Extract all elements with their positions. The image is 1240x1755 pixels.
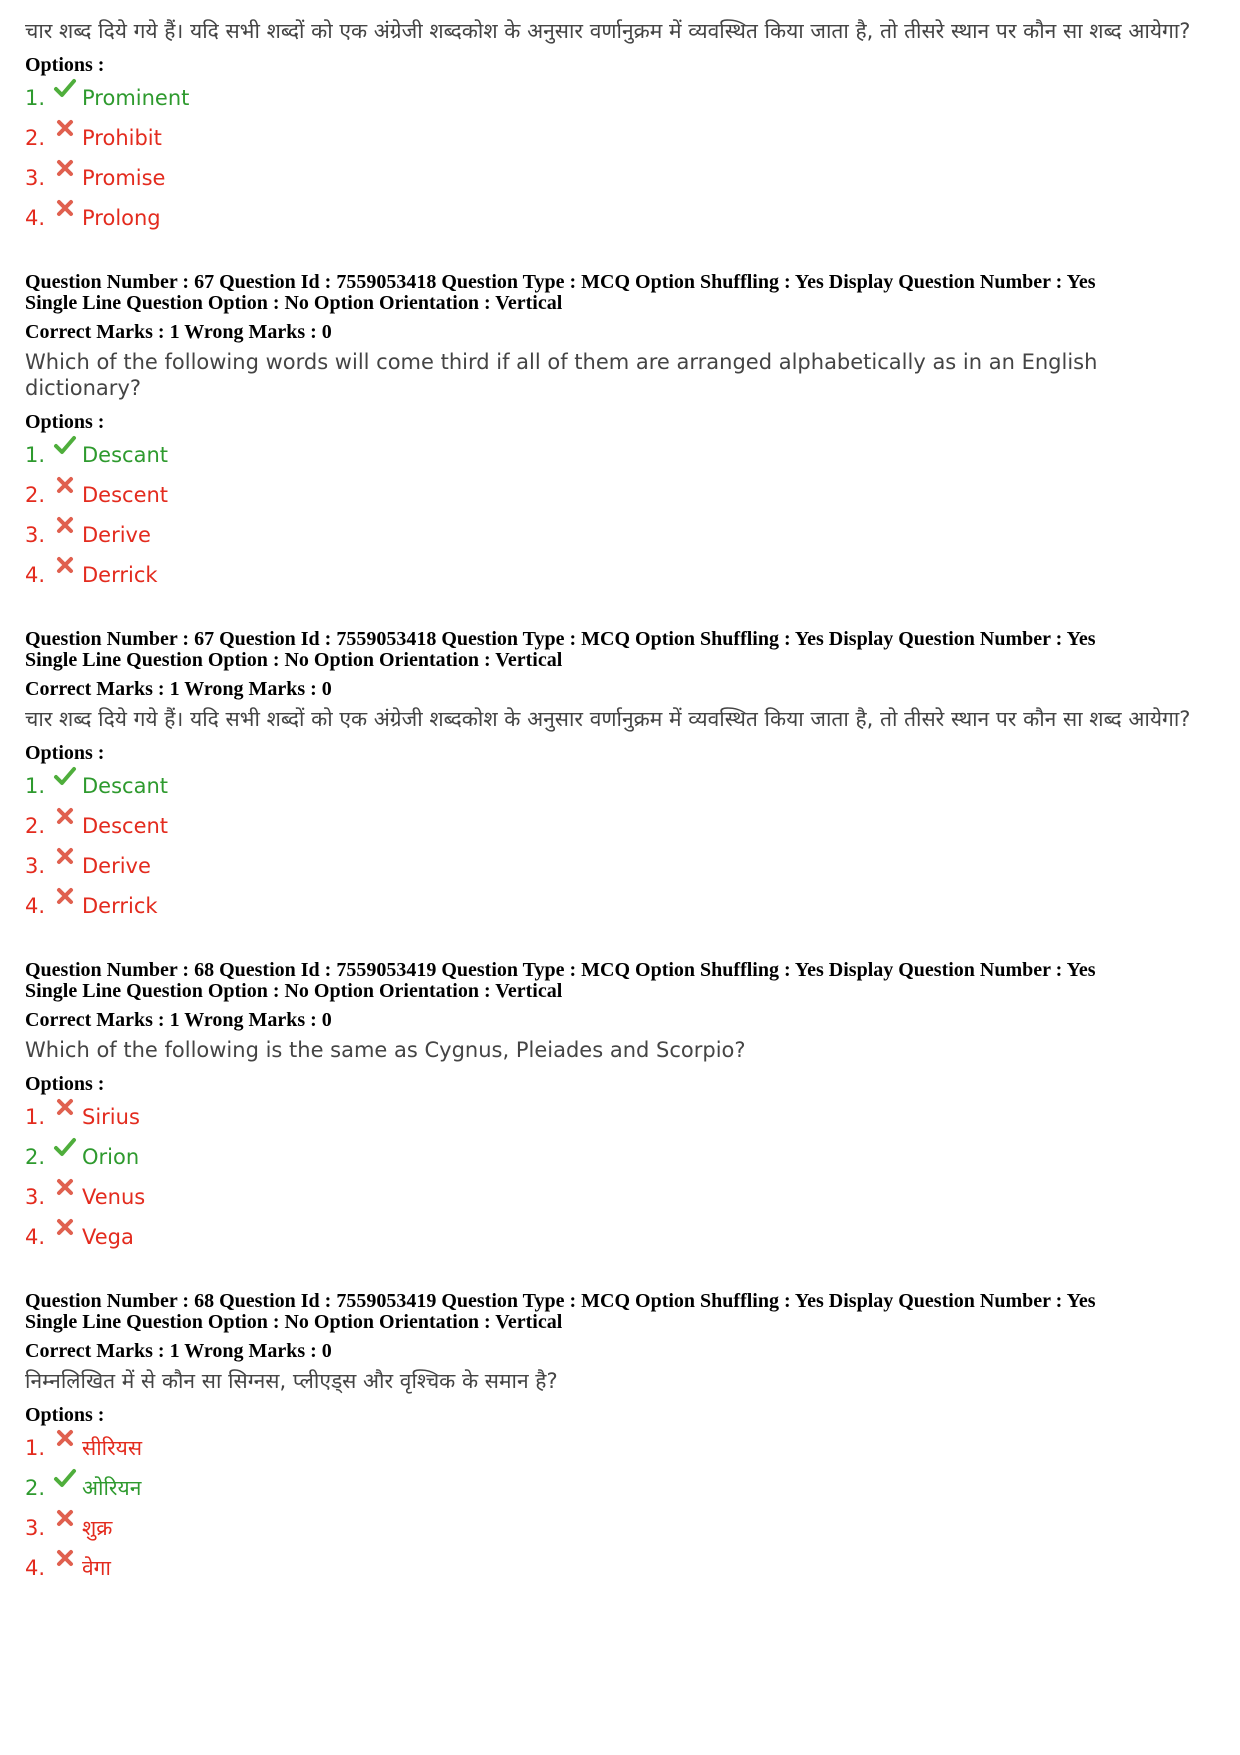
option-item bbox=[25, 1552, 1215, 1592]
cross-icon bbox=[53, 1426, 77, 1450]
option-text: Descent bbox=[82, 483, 169, 507]
option-number: 1. bbox=[25, 443, 46, 467]
option-number: 1. bbox=[25, 86, 46, 110]
option-text: ओरियन bbox=[82, 1476, 142, 1500]
option-text: Vega bbox=[82, 1225, 134, 1249]
marks-info: Correct Marks : 1 Wrong Marks : 0 bbox=[25, 1340, 332, 1362]
option-item bbox=[25, 1432, 1215, 1472]
options-label: Options : bbox=[25, 742, 105, 764]
cross-icon bbox=[53, 1175, 77, 1199]
option-text: Venus bbox=[82, 1185, 146, 1209]
option-text: सीरियस bbox=[82, 1436, 143, 1460]
question-block bbox=[25, 272, 1215, 599]
question-block bbox=[25, 629, 1215, 930]
question-text: चार शब्द दिये गये हैं। यदि सभी शब्दों को एक अंग्रेजी शब्दकोश के अनुसार वर्णानुक्रम में व्यवस्थित किया जाता है, तो तीसरे स्थान पर कौन सा शब्द आयेगा? bbox=[25, 19, 1191, 43]
cross-icon bbox=[53, 553, 77, 577]
question-text: चार शब्द दिये गये हैं। यदि सभी शब्दों को एक अंग्रेजी शब्दकोश के अनुसार वर्णानुक्रम में व्यवस्थित किया जाता है, तो तीसरे स्थान पर कौन सा शब्द आयेगा? bbox=[25, 707, 1191, 731]
option-item bbox=[25, 1512, 1215, 1552]
option-number: 2. bbox=[25, 483, 46, 507]
cross-icon bbox=[53, 884, 77, 908]
cross-icon bbox=[53, 804, 77, 828]
option-text: Descant bbox=[82, 443, 168, 467]
options-label: Options : bbox=[25, 1073, 105, 1095]
question-block bbox=[25, 960, 1215, 1261]
option-number: 4. bbox=[25, 894, 46, 918]
option-number: 3. bbox=[25, 166, 46, 190]
cross-icon bbox=[53, 1095, 77, 1119]
cross-icon bbox=[53, 116, 77, 140]
cross-icon bbox=[53, 1546, 77, 1570]
option-item bbox=[25, 519, 1215, 559]
option-number: 1. bbox=[25, 1105, 46, 1129]
question-text: निम्नलिखित में से कौन सा सिग्नस, प्लीएड्स और वृश्चिक के समान है? bbox=[25, 1369, 558, 1393]
option-text: Derrick bbox=[82, 563, 158, 587]
question-meta-line: Single Line Question Option : No Option Orientation : Vertical bbox=[25, 292, 563, 314]
question-meta-line: Single Line Question Option : No Option Orientation : Vertical bbox=[25, 980, 563, 1002]
check-icon bbox=[53, 433, 77, 457]
cross-icon bbox=[53, 473, 77, 497]
option-text: Derrick bbox=[82, 894, 158, 918]
check-icon bbox=[53, 764, 77, 788]
option-item bbox=[25, 439, 1215, 479]
check-icon bbox=[53, 1466, 77, 1490]
option-number: 2. bbox=[25, 126, 46, 150]
option-item bbox=[25, 1141, 1215, 1181]
option-text: Derive bbox=[82, 854, 151, 878]
option-text: Prohibit bbox=[82, 126, 162, 150]
question-block bbox=[25, 18, 1215, 242]
option-item bbox=[25, 770, 1215, 810]
option-item bbox=[25, 1472, 1215, 1512]
option-number: 2. bbox=[25, 1476, 46, 1500]
option-number: 4. bbox=[25, 206, 46, 230]
option-number: 3. bbox=[25, 1185, 46, 1209]
option-item bbox=[25, 1181, 1215, 1221]
cross-icon bbox=[53, 513, 77, 537]
cross-icon bbox=[53, 1506, 77, 1530]
cross-icon bbox=[53, 1215, 77, 1239]
option-item bbox=[25, 1221, 1215, 1261]
option-number: 3. bbox=[25, 854, 46, 878]
option-text: Orion bbox=[82, 1145, 140, 1169]
option-number: 4. bbox=[25, 1556, 46, 1580]
option-item bbox=[25, 810, 1215, 850]
marks-info: Correct Marks : 1 Wrong Marks : 0 bbox=[25, 321, 332, 343]
check-icon bbox=[53, 76, 77, 100]
options-label: Options : bbox=[25, 54, 105, 76]
option-text: Descant bbox=[82, 774, 168, 798]
question-meta-line: Question Number : 67 Question Id : 7559053418 Question Type : MCQ Option Shuffling : Yes Display Question Number : Yes bbox=[25, 628, 1096, 650]
option-item bbox=[25, 82, 1215, 122]
option-item bbox=[25, 162, 1215, 202]
option-text: Derive bbox=[82, 523, 151, 547]
question-meta-line: Question Number : 67 Question Id : 7559053418 Question Type : MCQ Option Shuffling : Yes Display Question Number : Yes bbox=[25, 271, 1096, 293]
question-text: Which of the following words will come third if all of them are arranged alphabetically as in an English dictionary? bbox=[25, 350, 1098, 400]
cross-icon bbox=[53, 844, 77, 868]
option-number: 4. bbox=[25, 563, 46, 587]
options-label: Options : bbox=[25, 1404, 105, 1426]
option-item bbox=[25, 122, 1215, 162]
option-number: 1. bbox=[25, 1436, 46, 1460]
option-text: Prominent bbox=[82, 86, 190, 110]
cross-icon bbox=[53, 196, 77, 220]
option-text: वेगा bbox=[82, 1556, 111, 1580]
option-number: 2. bbox=[25, 1145, 46, 1169]
option-item bbox=[25, 1101, 1215, 1141]
option-number: 3. bbox=[25, 1516, 46, 1540]
option-text: Promise bbox=[82, 166, 166, 190]
option-number: 4. bbox=[25, 1225, 46, 1249]
option-item bbox=[25, 479, 1215, 519]
option-text: Sirius bbox=[82, 1105, 140, 1129]
option-text: Descent bbox=[82, 814, 169, 838]
question-meta-line: Single Line Question Option : No Option Orientation : Vertical bbox=[25, 1311, 563, 1333]
options-label: Options : bbox=[25, 411, 105, 433]
check-icon bbox=[53, 1135, 77, 1159]
question-meta-line: Question Number : 68 Question Id : 7559053419 Question Type : MCQ Option Shuffling : Yes Display Question Number : Yes bbox=[25, 1290, 1096, 1312]
option-item bbox=[25, 890, 1215, 930]
option-text: शुक्र bbox=[82, 1516, 113, 1540]
option-item bbox=[25, 559, 1215, 599]
question-paper bbox=[25, 18, 1215, 1622]
option-number: 3. bbox=[25, 523, 46, 547]
question-meta-line: Question Number : 68 Question Id : 7559053419 Question Type : MCQ Option Shuffling : Yes Display Question Number : Yes bbox=[25, 959, 1096, 981]
option-text: Prolong bbox=[82, 206, 161, 230]
cross-icon bbox=[53, 156, 77, 180]
option-item bbox=[25, 850, 1215, 890]
option-number: 1. bbox=[25, 774, 46, 798]
question-text: Which of the following is the same as Cygnus, Pleiades and Scorpio? bbox=[25, 1038, 746, 1062]
marks-info: Correct Marks : 1 Wrong Marks : 0 bbox=[25, 678, 332, 700]
question-block bbox=[25, 1291, 1215, 1592]
marks-info: Correct Marks : 1 Wrong Marks : 0 bbox=[25, 1009, 332, 1031]
question-meta-line: Single Line Question Option : No Option Orientation : Vertical bbox=[25, 649, 563, 671]
option-number: 2. bbox=[25, 814, 46, 838]
option-item bbox=[25, 202, 1215, 242]
